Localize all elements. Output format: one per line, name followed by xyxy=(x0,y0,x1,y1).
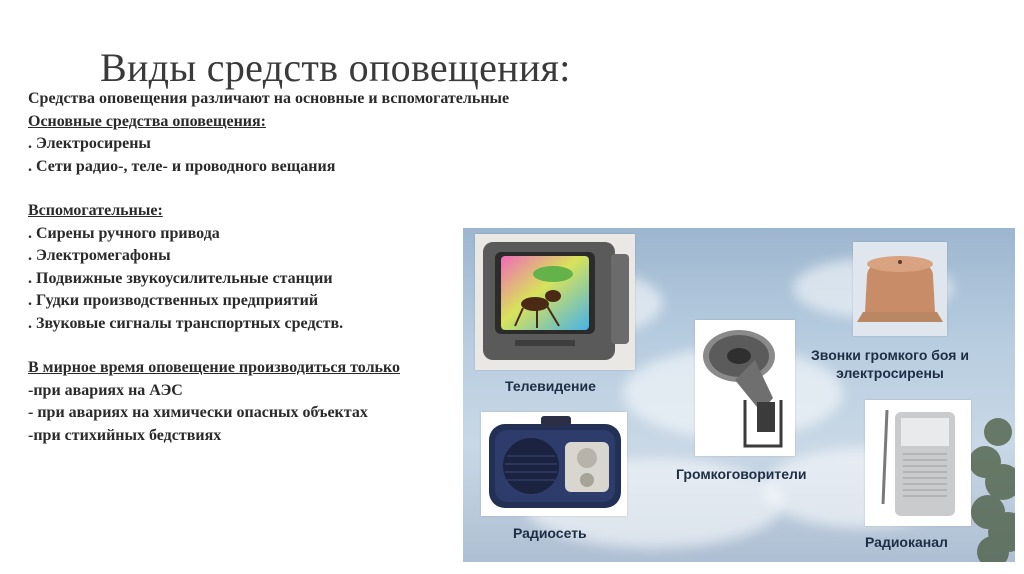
content-line: . Сирены ручного привода xyxy=(28,224,220,242)
content-line: -при авариях на АЭС xyxy=(28,381,183,399)
speaker-image xyxy=(695,320,795,456)
content-line: Средства оповещения различают на основные и вспомогательные xyxy=(28,90,510,107)
slide-content xyxy=(28,88,510,447)
content-line: . Электромегафоны xyxy=(28,247,171,264)
bell-icon xyxy=(853,242,947,336)
bell-label xyxy=(811,346,969,382)
content-line: Основные средства оповещения: xyxy=(28,112,266,130)
content-line: В мирное время оповещение производиться только xyxy=(28,359,401,376)
content-line: . Сети радио-, теле- и проводного вещания xyxy=(28,157,336,175)
content-line: Вспомогательные: xyxy=(28,202,163,219)
spacer-line xyxy=(28,178,468,200)
content-line: - при авариях на химически опасных объектах xyxy=(28,404,368,421)
content-line: . Звуковые сигналы транспортных средств. xyxy=(28,314,344,332)
content-line: . Гудки производственных предприятий xyxy=(28,292,319,309)
content-line: . Подвижные звукоусилительные станции xyxy=(28,269,333,287)
loudspeaker-icon xyxy=(695,320,795,456)
pocket-radio-icon xyxy=(865,400,971,526)
bell-label-line-2: электросирены xyxy=(836,365,944,381)
tv-image xyxy=(475,234,635,370)
pocket-radio-label: Радиоканал xyxy=(865,534,948,550)
content-line: . Электросирены xyxy=(28,135,151,152)
tv-icon xyxy=(475,234,635,370)
speaker-label: Громкоговорители xyxy=(676,466,807,482)
bell-label-line-1: Звонки громкого боя и xyxy=(811,347,969,363)
radio-icon xyxy=(481,412,627,516)
radio-image xyxy=(481,412,627,516)
slide-title: Виды средств оповещения: xyxy=(100,45,571,90)
radio-label: Радиосеть xyxy=(513,525,587,541)
pocket-radio-image xyxy=(865,400,971,526)
illustration-panel xyxy=(463,228,1015,562)
content-line: -при стихийных бедствиях xyxy=(28,426,222,444)
tv-label: Телевидение xyxy=(505,378,596,394)
bell-image xyxy=(853,242,947,336)
spacer-line xyxy=(28,335,468,357)
